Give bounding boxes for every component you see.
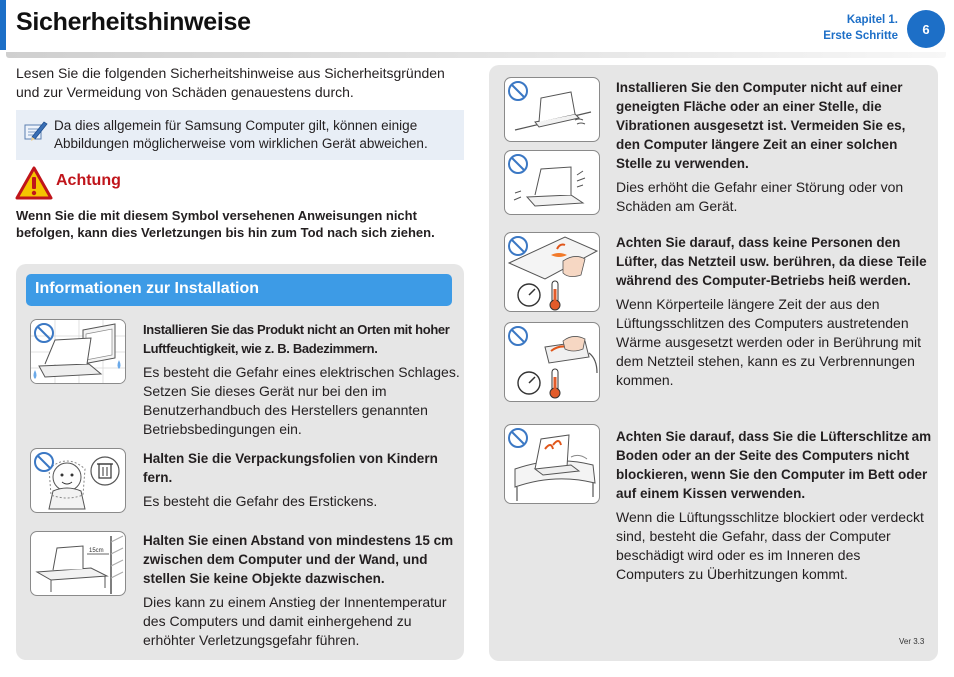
right-item-3 bbox=[616, 427, 932, 584]
left-item-1-body: Es besteht die Gefahr eines elektrischen Schlages. Setzen Sie dieses Gerät nur bei den im Benutzerhandbuch des Herstellers genannten Betriebsbedingungen ein. bbox=[143, 364, 460, 437]
left-item-3-body: Dies kann zu einem Anstieg der Innentemperatur des Computers und damit einhergehend zu erhöhter Verletzungsgefahr führen. bbox=[143, 594, 447, 648]
left-item-2-heading: Halten Sie die Verpackungsfolien von Kindern fern. bbox=[143, 451, 438, 485]
note-box bbox=[16, 110, 464, 160]
warning-triangle-icon bbox=[15, 166, 53, 205]
note-text: Da dies allgemein für Samsung Computer gilt, können einige Abbildungen möglicherweise vom wirklichen Gerät abweichen. bbox=[54, 118, 428, 151]
right-item-3-heading: Achten Sie darauf, dass Sie die Lüfterschlitze am Boden oder an der Seite des Computers nicht blockieren, wenn Sie den Computer im Bett oder auf einem Kissen verwenden. bbox=[616, 429, 932, 501]
left-item-2 bbox=[143, 449, 443, 511]
version-label: Ver 3.3 bbox=[899, 637, 925, 646]
vibration-illustration bbox=[504, 150, 600, 215]
caution-title: Achtung bbox=[56, 172, 121, 189]
right-item-2-heading: Achten Sie darauf, dass keine Personen den Lüfter, das Netzteil usw. berühren, da diese Teile während des Computer-Betriebs heiß werden. bbox=[616, 235, 927, 288]
note-pencil-icon bbox=[22, 119, 48, 148]
page-number-badge: 6 bbox=[907, 10, 945, 48]
wall-distance-illustration bbox=[30, 531, 126, 596]
hot-adapter-illustration bbox=[504, 322, 600, 402]
caution-text: Wenn Sie die mit diesem Symbol versehenen Anweisungen nicht befolgen, kann dies Verletzungen bis hin zum Tod nach sich ziehen. bbox=[16, 208, 435, 240]
right-item-2-body: Wenn Körperteile längere Zeit der aus den Lüftungsschlitzen des Computers austretenden Wärme ausgesetzt werden oder in Berührung mit dem Netzteil stehen, kann es zu Verbrennungen kommen. bbox=[616, 296, 922, 388]
distance-label: 15cm bbox=[89, 548, 104, 554]
chapter-title: Erste Schritte bbox=[823, 30, 898, 42]
right-item-3-body: Wenn die Lüftungsschlitze blockiert oder verdeckt sind, besteht die Gefahr, dass der Computer beschädigt wird oder es im Inneren des Computers zu Überhitzungen kommt. bbox=[616, 509, 924, 582]
left-item-2-body: Es besteht die Gefahr des Erstickens. bbox=[143, 493, 378, 509]
right-item-1-body: Dies erhöht die Gefahr einer Störung oder von Schäden am Gerät. bbox=[616, 179, 904, 214]
bed-pillow-illustration bbox=[504, 424, 600, 504]
right-item-1 bbox=[616, 78, 928, 216]
title-accent-bar bbox=[0, 0, 6, 50]
hot-vent-illustration bbox=[504, 232, 600, 312]
left-item-3 bbox=[143, 531, 461, 650]
section-heading: Informationen zur Installation bbox=[26, 274, 452, 306]
chapter-label[interactable] bbox=[823, 12, 898, 44]
title-divider bbox=[6, 52, 946, 58]
right-item-1-heading: Installieren Sie den Computer nicht auf einer geneigten Fläche oder an einer Stelle, die Vibrationen ausgesetzt ist. Vermeiden Sie es, den Computer längere Zeit an einer solchen Stelle zu verwenden. bbox=[616, 80, 906, 171]
left-item-1-heading: Installieren Sie das Produkt nicht an Orten mit hoher Luftfeuchtigkeit, wie z. B. Badezimmern. bbox=[143, 322, 450, 356]
page-title: Sicherheitshinweise bbox=[16, 8, 251, 36]
tilted-surface-illustration bbox=[504, 77, 600, 142]
child-packaging-illustration bbox=[30, 448, 126, 513]
left-item-1 bbox=[143, 320, 463, 439]
bathroom-humidity-illustration bbox=[30, 319, 126, 384]
left-item-3-heading: Halten Sie einen Abstand von mindestens 15 cm zwischen dem Computer und der Wand, und stellen Sie keine Objekte dazwischen. bbox=[143, 533, 454, 586]
right-item-2 bbox=[616, 233, 928, 390]
chapter-number: Kapitel 1. bbox=[846, 14, 898, 26]
intro-text: Lesen Sie die folgenden Sicherheitshinweise aus Sicherheitsgründen und zur Vermeidung von Schäden genauestens durch. bbox=[16, 65, 445, 100]
